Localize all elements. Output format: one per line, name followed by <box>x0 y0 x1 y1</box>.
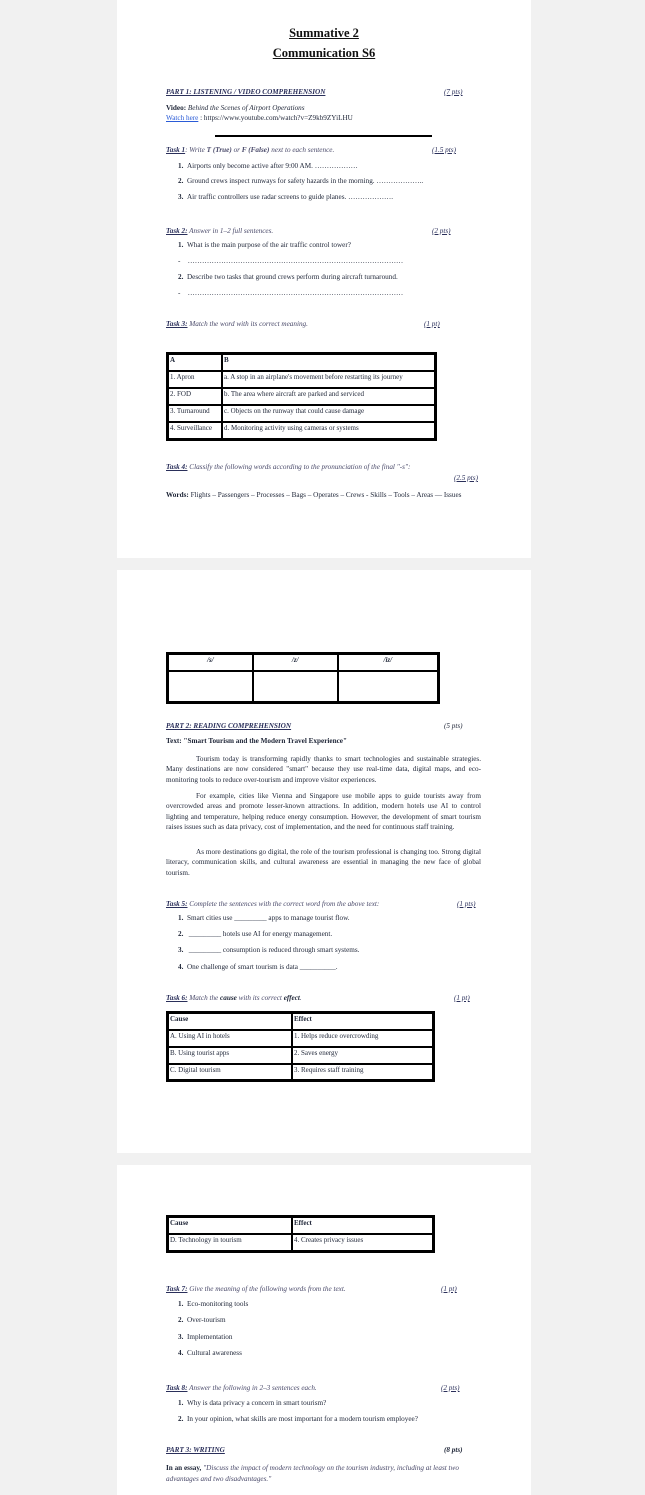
task7-item-text: Over-tourism <box>186 1316 226 1324</box>
cell: D. Technology in tourism <box>168 1234 292 1251</box>
answer-cell[interactable] <box>338 671 438 702</box>
task8-pts: (2 pts) <box>441 1384 460 1392</box>
task1-true: T (True) <box>206 146 232 154</box>
answer-line[interactable]: - ……………………………………………………………………………… <box>178 290 404 297</box>
task6-pts: (1 pt) <box>454 994 470 1002</box>
essay-prompt <box>166 1463 481 1485</box>
cell: 2. FOD <box>168 388 222 405</box>
task7-pts: (1 pt) <box>441 1285 457 1293</box>
table-header-row <box>168 654 438 671</box>
page-3 <box>117 1165 531 1495</box>
table-row <box>168 1030 433 1047</box>
task2-pts: (2 pts) <box>432 227 451 235</box>
task8-item-text: In your opinion, what skills are most important for a modern tourism employee? <box>186 1415 418 1423</box>
task7-label: Task 7: <box>166 1285 188 1293</box>
watch-line <box>166 115 353 122</box>
cell: 1. Helps reduce overcrowding <box>292 1030 433 1047</box>
task8-item: 1. Why is data privacy a concern in smart tourism? <box>178 1399 327 1407</box>
table-header-row <box>168 1013 433 1030</box>
task1-item: 1. Airports only become active after 9:00 AM. ……………… <box>178 162 358 170</box>
video-title: Behind the Scenes of Airport Operations <box>187 104 305 112</box>
task6-cause: cause <box>220 994 237 1002</box>
essay-label: In an essay, <box>166 1464 202 1472</box>
table-header-row <box>168 354 435 371</box>
video-line <box>166 105 305 112</box>
task4-words <box>166 490 482 500</box>
cell: 3. Requires staff training <box>292 1064 433 1080</box>
task5-label: Task 5: <box>166 900 188 908</box>
task4-label: Task 4: <box>166 463 188 471</box>
reading-paragraph: Tourism today is transforming rapidly thanks to smart technologies and sustainable strategies. Many destinations are now considered "smart" because they use real-time data, digital maps, and eco-monitoring tools to reduce over-tourism and improve visitor experiences. <box>166 755 481 784</box>
task7-item-text: Implementation <box>186 1333 233 1341</box>
header-effect: Effect <box>292 1013 433 1030</box>
divider <box>215 135 432 137</box>
cell: 4. Creates privacy issues <box>292 1234 433 1251</box>
task8-item: 2. In your opinion, what skills are most important for a modern tourism employee? <box>178 1415 418 1423</box>
header-s: /s/ <box>168 654 253 671</box>
task4-pts: (2.5 pts) <box>454 474 478 482</box>
table-row <box>168 1064 433 1080</box>
cell: 4. Surveillance <box>168 422 222 439</box>
header-a: A <box>168 354 222 371</box>
task1-pts: (1.5 pts) <box>432 146 456 154</box>
task5-item: 4. One challenge of smart tourism is data __________. <box>178 963 338 971</box>
task7-item-text: Cultural awareness <box>186 1349 242 1357</box>
task1-item: 2. Ground crews inspect runways for safety hazards in the morning. ……………….. <box>178 177 424 185</box>
task2-instruction <box>166 228 273 235</box>
table-row <box>168 405 435 422</box>
task1-item-text: Airports only become active after 9:00 AM. ……………… <box>186 162 358 170</box>
part2-heading: PART 2: READING COMPREHENSION <box>166 722 292 730</box>
part2-pts: (5 pts) <box>444 722 463 730</box>
task3-pts: (1 pt) <box>424 320 440 328</box>
task1-instruction <box>166 147 334 154</box>
doc-subtitle: Communication S6 <box>272 46 376 60</box>
task1-false: F (False) <box>241 146 270 154</box>
task8-instr: Answer the following in 2–3 sentences each. <box>187 1384 317 1392</box>
header-cause: Cause <box>168 1217 292 1234</box>
cell: c. Objects on the runway that could cause damage <box>222 405 435 422</box>
task2-label: Task 2: <box>166 227 188 235</box>
reading-title: Text: "Smart Tourism and the Modern Travel Experience" <box>166 737 347 745</box>
task8-item-text: Why is data privacy a concern in smart tourism? <box>186 1399 327 1407</box>
task6-effect: effect <box>283 994 300 1002</box>
task1-item: 3. Air traffic controllers use radar screens to guide planes. ………………. <box>178 193 394 201</box>
cell: 3. Turnaround <box>168 405 222 422</box>
task2-item-text: Describe two tasks that ground crews perform during aircraft turnaround. <box>186 273 398 281</box>
part3-heading: PART 3: WRITING <box>166 1446 225 1454</box>
table-row <box>168 1234 433 1251</box>
task6-table <box>166 1011 435 1082</box>
task1-instr-post: next to each sentence. <box>269 146 335 154</box>
words-list: Flights – Passengers – Processes – Bags – Operates – Crews - Skills – Tools – Areas — Issues <box>188 491 462 499</box>
doc-title: Summative 2 <box>289 26 359 40</box>
task1-item-text: Air traffic controllers use radar screens to guide planes. ………………. <box>186 193 394 201</box>
task4-table <box>166 652 440 704</box>
page-1 <box>117 0 531 558</box>
answer-cell[interactable] <box>168 671 253 702</box>
task3-label: Task 3: <box>166 320 188 328</box>
answer-line[interactable]: - ……………………………………………………………………………… <box>178 258 404 265</box>
page-2 <box>117 570 531 1153</box>
table-row <box>168 371 435 388</box>
cell: d. Monitoring activity using cameras or systems <box>222 422 435 439</box>
cell: a. A stop in an airplane's movement before restarting its journey <box>222 371 435 388</box>
task2-item-text: What is the main purpose of the air traffic control tower? <box>186 241 351 249</box>
table-row <box>168 388 435 405</box>
task6-instr-pre: Match the <box>187 994 221 1002</box>
task3-instruction <box>166 321 308 328</box>
task1-label: Task 1 <box>166 146 186 154</box>
task8-instruction <box>166 1385 317 1392</box>
task5-item-text: One challenge of smart tourism is data __________. <box>186 963 338 971</box>
task7-item: 3. Implementation <box>178 1333 233 1341</box>
task1-instr-pre: : Write <box>185 146 207 154</box>
table-row <box>168 422 435 439</box>
header-b: B <box>222 354 435 371</box>
task5-item: 2. _________ hotels use AI for energy management. <box>178 930 333 938</box>
video-label: Video: <box>166 104 187 112</box>
task6-instr-mid: with its correct <box>236 994 284 1002</box>
task7-instruction <box>166 1286 346 1293</box>
cell: A. Using AI in hotels <box>168 1030 292 1047</box>
essay-text: "Discuss the impact of modern technology on the tourism industry, including at least two advantages and two disadvantages." <box>166 1464 459 1483</box>
task3-table <box>166 352 437 441</box>
task6-instr-post: . <box>299 994 302 1002</box>
task5-instruction <box>166 901 379 908</box>
cell: 2. Saves energy <box>292 1047 433 1064</box>
part3-pts: (8 pts) <box>444 1446 463 1454</box>
task8-label: Task 8: <box>166 1384 188 1392</box>
reading-paragraph: For example, cities like Vienna and Singapore use mobile apps to guide tourists away from overcrowded areas and promote lesser-known attractions. In addition, modern hotels use AI to control lighting and temperature, helping reduce energy consumption. However, the development of smart tourism raises issues such as data privacy, cost of implementation, and the need for continuous staff training. <box>166 792 481 831</box>
task7-item: 1. Eco-monitoring tools <box>178 1300 249 1308</box>
cell: C. Digital tourism <box>168 1064 292 1080</box>
answer-dots: ……………………………………………………………………………… <box>187 258 404 265</box>
header-z: /z/ <box>253 654 338 671</box>
task5-item: 1. Smart cities use _________ apps to manage tourist flow. <box>178 914 350 922</box>
part1-heading: PART 1: LISTENING / VIDEO COMPREHENSION <box>166 88 326 96</box>
table-row <box>168 671 438 702</box>
task5-instr: Complete the sentences with the correct word from the above text: <box>187 900 380 908</box>
task2-item: 2. Describe two tasks that ground crews perform during aircraft turnaround. <box>178 273 398 281</box>
task5-item-text: Smart cities use _________ apps to manage tourist flow. <box>186 914 350 922</box>
task5-item-text: _________ consumption is reduced through smart systems. <box>188 946 360 954</box>
header-cause: Cause <box>168 1013 292 1030</box>
task7-item-text: Eco-monitoring tools <box>186 1300 249 1308</box>
part1-pts: (7 pts) <box>444 88 463 96</box>
task5-pts: (1 pts) <box>457 900 476 908</box>
task6-label: Task 6: <box>166 994 188 1002</box>
cell: b. The area where aircraft are parked and serviced <box>222 388 435 405</box>
task7-item: 2. Over-tourism <box>178 1316 226 1324</box>
task3-instr: Match the word with its correct meaning. <box>187 320 308 328</box>
table-row <box>168 1047 433 1064</box>
task4-instruction <box>166 464 410 471</box>
task7-instr: Give the meaning of the following words from the text. <box>187 1285 346 1293</box>
task4-instr: Classify the following words according to the pronunciation of the final "-s": <box>187 463 411 471</box>
task1-or: or <box>231 146 242 154</box>
task2-item: 1. What is the main purpose of the air traffic control tower? <box>178 241 351 249</box>
cell: 1. Apron <box>168 371 222 388</box>
task7-item: 4. Cultural awareness <box>178 1349 242 1357</box>
table-header-row <box>168 1217 433 1234</box>
words-label: Words: <box>166 491 189 499</box>
watch-url: : https://www.youtube.com/watch?v=Z9kb9ZYiLHU <box>200 114 353 122</box>
task2-instr: Answer in 1–2 full sentences. <box>187 227 274 235</box>
answer-dots: ……………………………………………………………………………… <box>187 290 404 297</box>
reading-paragraph: As more destinations go digital, the role of the tourism professional is changing too. Strong digital literacy, communication skills, and cultural awareness are essential in managing the new face of global tourism. <box>166 848 481 877</box>
header-effect: Effect <box>292 1217 433 1234</box>
answer-cell[interactable] <box>253 671 338 702</box>
header-iz: /iz/ <box>338 654 438 671</box>
task5-item: 3. _________ consumption is reduced through smart systems. <box>178 946 360 954</box>
task6-instruction <box>166 995 302 1002</box>
task6-table-continued <box>166 1215 435 1253</box>
watch-here-link[interactable]: Watch here <box>166 114 199 122</box>
task5-item-text: _________ hotels use AI for energy management. <box>188 930 333 938</box>
task1-item-text: Ground crews inspect runways for safety hazards in the morning. ……………….. <box>186 177 424 185</box>
cell: B. Using tourist apps <box>168 1047 292 1064</box>
